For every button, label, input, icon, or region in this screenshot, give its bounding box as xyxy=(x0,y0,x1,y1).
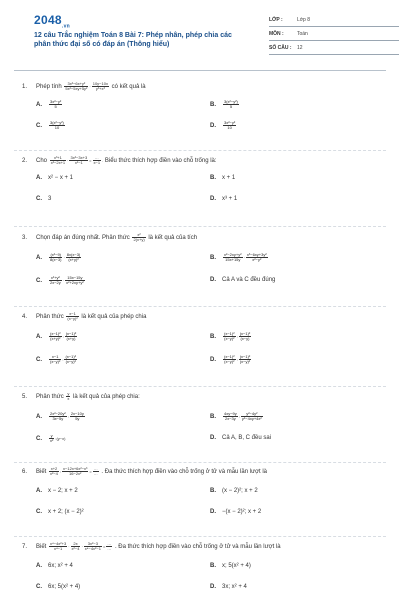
formula-fraction: $\frac{\text{(x−1)²}}{\text{(x−y)²}}$ xyxy=(239,354,251,365)
option-d[interactable]: D. 3x; x² + 4 xyxy=(210,584,247,591)
question-number: 7. xyxy=(22,543,28,550)
formula-fraction: $\frac{\text{3x²−3}}{\text{x⁴−4x²−1}}$ xyxy=(84,541,101,551)
option-b[interactable]: B. $\frac{\text{(x−1)²}}{\text{(x−y)²}}$ : $\frac{\text{(x−1)²}}{(x-y)}$ xyxy=(210,331,251,342)
option-b[interactable]: B. $\frac{4xy-9y}{2x-3y}$ : $\frac{\text{y²−4y²}}{\text{y²−4xy+4x²}}$ xyxy=(210,411,262,422)
question-tail: . Đa thức thích hợp điền vào chỗ trống ở tử và mẫu lần lượt là xyxy=(114,544,281,551)
option-c[interactable]: C. $\frac{y}{\text{x²}}$ :(y−x) xyxy=(36,433,66,444)
site-logo[interactable]: $2048_{.vn}$ xyxy=(34,13,71,30)
question-text: 2. Cho $\frac{\text{x³+1}}{\text{x²−2x+1}}$ · $\frac{\text{3x²−3x+3}}{\text{x²−1}}$ = $\frac{\dots}{x-1}$ . Biểu thức thích hợp điền vào chỗ trống là: xyxy=(22,155,217,165)
meta-label: LỚP : xyxy=(269,16,283,23)
option-b[interactable]: B. x + 1 xyxy=(210,175,236,182)
question-2 xyxy=(14,156,386,224)
question-divider xyxy=(14,226,386,227)
formula-fraction: $\frac{x-1}{\text{(x−y)²}}$ xyxy=(67,311,78,321)
question-text xyxy=(14,233,386,242)
formula-fraction: $\frac{\text{(x−1)²}}{\text{(x−y)²}}$ xyxy=(224,354,235,365)
question-text: 6. Biết $\frac{x+2}{\text{x²−4}}$ : $\frac{\text{x−12x+6x²−x³}}{\text{16−2x²}}$ = $\frac{\dots}{\dots}$ . Đa thức thích hợp điền vào chỗ trống ở tử và mẫu lần lượt là xyxy=(22,466,268,476)
question-divider xyxy=(14,150,386,151)
meta-label: SỐ CÂU : xyxy=(269,44,292,51)
header-divider xyxy=(14,70,386,71)
option-d[interactable]: D. x³ + 1 xyxy=(210,196,238,203)
option-a[interactable]: A. $\frac{\text{(x²−9)}}{8(x-3)}$ · $\frac{8x(x-3)}{\text{(x+y)²}}$ xyxy=(36,252,81,263)
formula-fraction: $\frac{\text{(x−1)²}}{(x-y)}$ xyxy=(239,331,251,342)
question-tail: có kết quả là xyxy=(111,84,146,91)
worksheet-title: 12 câu Trắc nghiệm Toán 8 Bài 7: Phép nhân, phép chia các phân thức đại số có đáp án (Thông hiểu) xyxy=(34,32,232,48)
formula-fraction: $\frac{y}{\text{x²}}$ xyxy=(50,433,54,444)
option-a[interactable]: A. $\frac{\text{2x²−20y²}}{3x-5y}$ : $\frac{2x-10y}{5y}$ xyxy=(36,411,84,422)
option-c[interactable]: C. $\frac{\text{3(x²−y²)}}{10}$ xyxy=(36,120,64,131)
formula-fraction: $\frac{\text{x²}}{2(x+y)}$ xyxy=(133,232,145,242)
formula-fraction: $\frac{\text{(x−1)²}}{\text{(x−y)²}}$ xyxy=(224,331,235,342)
option-b[interactable]: B. $\frac{\text{x²−2xy+y²}}{15x+15y}$ · $\frac{\text{x³−6xy+3y²}}{\text{x²−y²}}$ xyxy=(210,252,267,263)
question-number: 1. xyxy=(22,83,28,90)
meta-value: 12 xyxy=(297,44,303,51)
option-a[interactable]: A. x² − x + 1 xyxy=(36,175,74,182)
formula-fraction: $\frac{2x}{\text{x²−4}}$ xyxy=(71,541,80,551)
formula-fraction: $\frac{\text{x−12x+6x²−x³}}{\text{16−2x²}}$ xyxy=(63,466,88,476)
question-tail: là kết quả của phép chia xyxy=(81,314,147,321)
formula-fraction: $\frac{\text{(x−1)²}}{\text{(x−y)²}}$ xyxy=(65,354,77,365)
question-number: 5. xyxy=(22,393,28,400)
meta-label: MÔN : xyxy=(269,30,284,37)
option-a[interactable]: A. 6x; x² + 4 xyxy=(36,563,73,570)
formula-fraction: $\frac{\dots}{\dots}$ xyxy=(93,466,98,476)
option-b[interactable]: B. x; 5(x² + 4) xyxy=(210,563,251,570)
formula-fraction: $\frac{\text{(x−1)²}}{\text{(x+y)²}}$ xyxy=(50,331,61,342)
worksheet-header xyxy=(14,0,386,66)
meta-row-count xyxy=(269,41,399,55)
option-c[interactable]: C. $\frac{\text{x²+y²}}{2x-2y}$ · $\frac{15x-15y}{\text{x²+2xy+y²}}$ xyxy=(36,275,84,286)
question-number: 3. xyxy=(22,234,28,241)
formula-fraction: $\frac{\text{2x²−20y²}}{3x-5y}$ xyxy=(50,411,66,422)
question-1 xyxy=(14,82,386,150)
meta-value: Toán xyxy=(297,30,308,37)
formula-fraction: $\frac{\dots}{\dots}$ xyxy=(107,541,112,551)
question-divider xyxy=(14,306,386,307)
formula-fraction: $\frac{y}{x}$ xyxy=(67,391,70,401)
question-lead: Phân thức xyxy=(36,314,64,321)
question-6 xyxy=(14,467,386,535)
question-lead: Phép tính xyxy=(36,84,62,91)
question-tail: là kết quả của phép chia: xyxy=(73,394,140,401)
option-d[interactable]: D. $\frac{\text{3x²−y²}}{10}$ xyxy=(210,120,236,131)
option-d[interactable]: D. $\frac{\text{(x−1)²}}{\text{(x−y)²}}$ : $\frac{\text{(x−1)²}}{\text{(x−y)²}}$ xyxy=(210,354,251,365)
question-4 xyxy=(14,312,386,384)
question-text: 7. Biết $\frac{\text{x⁴−4x²+3}}{\text{x⁴−1}}$ · $\frac{2x}{\text{x²−4}}$ · $\frac{\text{3x²−3}}{\text{x⁴−4x²−1}}$ = $\frac{\dots}{\dots}$ . Đa thức thích hợp điền vào chỗ trống ở tử và mẫu lần lượt là xyxy=(22,541,281,551)
formula-fraction: $\frac{\text{y²−4y²}}{\text{y²−4xy+4x²}}$ xyxy=(241,411,262,422)
question-lead: Phân thức xyxy=(36,394,64,401)
option-d[interactable]: D. Cả A và C đều đúng xyxy=(210,277,276,284)
meta-table xyxy=(269,13,399,55)
option-c[interactable]: C. x + 2; (x − 2)² xyxy=(36,509,84,516)
formula-fraction: $\frac{\text{3(x²−y²)}}{10}$ xyxy=(50,120,64,131)
formula-fraction: $\frac{\text{x⁴−4x²+3}}{\text{x⁴−1}}$ xyxy=(50,541,67,551)
option-a[interactable]: A. $\frac{\text{(x−1)²}}{\text{(x+y)²}}$ : $\frac{\text{(x−1)²}}{(x+y)}$ xyxy=(36,331,77,342)
formula-fraction: $\frac{\text{(x−1)²}}{(x+y)}$ xyxy=(65,331,77,342)
question-number: 4. xyxy=(22,313,28,320)
question-divider xyxy=(14,536,386,537)
option-c[interactable]: C. $\frac{x-1}{\text{(x−y)²}}$ : $\frac{\text{(x−1)²}}{\text{(x−y)²}}$ xyxy=(36,354,77,365)
question-3 xyxy=(14,233,386,305)
question-text xyxy=(14,312,386,321)
question-lead: Cho xyxy=(36,158,48,165)
question-lead: Chọn đáp án đúng nhất. Phân thức xyxy=(36,235,130,242)
question-7 xyxy=(14,542,386,600)
formula-fraction: $\frac{\text{3x²−3x+3}}{\text{x²−1}}$ xyxy=(70,155,88,165)
formula-fraction: $\frac{x+2}{\text{x²−4}}$ xyxy=(50,466,58,476)
formula-fraction: $\frac{10y-10x}{\text{y³+x³}}$ xyxy=(92,81,108,91)
question-number: 2. xyxy=(22,157,28,164)
formula-fraction: $\frac{\text{3x²−y²}}{5}$ xyxy=(50,99,62,110)
option-a[interactable]: A. x − 2; x + 2 xyxy=(36,488,78,495)
question-lead: Biết xyxy=(36,544,47,551)
formula-fraction: $\frac{4xy-9y}{2x-3y}$ xyxy=(224,411,237,422)
question-tail: là kết quả của tích xyxy=(148,235,198,242)
option-c[interactable]: C. 6x; 5(x² + 4) xyxy=(36,584,81,591)
formula-fraction: $\frac{\text{x³+1}}{\text{x²−2x+1}}$ xyxy=(50,155,66,165)
formula-fraction: $\frac{\text{3x²−6x+y²}}{\text{5x²−5xy+5y²}}$ xyxy=(65,81,88,91)
meta-value: Lớp 8 xyxy=(297,16,311,23)
formula-fraction: $\frac{\text{(x²−9)}}{8(x-3)}$ xyxy=(50,252,62,263)
formula-fraction: $\frac{x-1}{\text{(x−y)²}}$ xyxy=(50,354,61,365)
option-c[interactable]: C. 3 xyxy=(36,196,52,203)
formula-fraction: $\frac{\text{x³−6xy+3y²}}{\text{x²−y²}}$ xyxy=(246,252,267,263)
question-text: 1. Phép tính $\frac{\text{3x²−6x+y²}}{\text{5x²−5xy+5y²}}$ · $\frac{10y-10x}{\text{y³+x³}}$ có kết quả là xyxy=(22,81,146,91)
formula-fraction: $\frac{15x-15y}{\text{x²+2xy+y²}}$ xyxy=(66,275,84,286)
option-b[interactable]: B. $\frac{\text{3(x²−y²)}}{5}$ xyxy=(210,99,238,110)
meta-row-subject xyxy=(269,27,399,41)
question-divider xyxy=(14,462,386,463)
formula-fraction: $\frac{\text{3x²−y²}}{10}$ xyxy=(224,120,236,131)
question-lead: Biết xyxy=(36,469,47,476)
formula-fraction: $\frac{\text{3(x²−y²)}}{5}$ xyxy=(224,99,238,110)
question-text xyxy=(14,392,386,401)
formula-fraction: $\frac{2x-10y}{5y}$ xyxy=(70,411,84,422)
option-b[interactable]: B. (x − 2)²; x + 2 xyxy=(210,488,258,495)
meta-row-class xyxy=(269,13,399,27)
question-5 xyxy=(14,392,386,462)
question-tail: Biểu thức thích hợp điền vào chỗ trống là: xyxy=(104,158,217,165)
option-a[interactable]: A. $\frac{\text{3x²−y²}}{5}$ xyxy=(36,99,62,110)
formula-fraction: $\frac{\text{x²−2xy+y²}}{15x+15y}$ xyxy=(224,252,242,263)
formula-fraction: $\frac{8x(x-3)}{\text{(x+y)²}}$ xyxy=(66,252,81,263)
formula-fraction: $\frac{\text{x²+y²}}{2x-2y}$ xyxy=(50,275,61,286)
formula-fraction: $\frac{\dots}{x-1}$ xyxy=(93,155,101,165)
question-number: 6. xyxy=(22,468,28,475)
option-d[interactable]: D. −(x − 2)²; x + 2 xyxy=(210,509,262,516)
option-d[interactable]: D. Cả A, B, C đều sai xyxy=(210,435,272,442)
question-tail: . Đa thức thích hợp điền vào chỗ trống ở tử và mẫu lần lượt là xyxy=(101,469,268,476)
question-divider xyxy=(14,386,386,387)
